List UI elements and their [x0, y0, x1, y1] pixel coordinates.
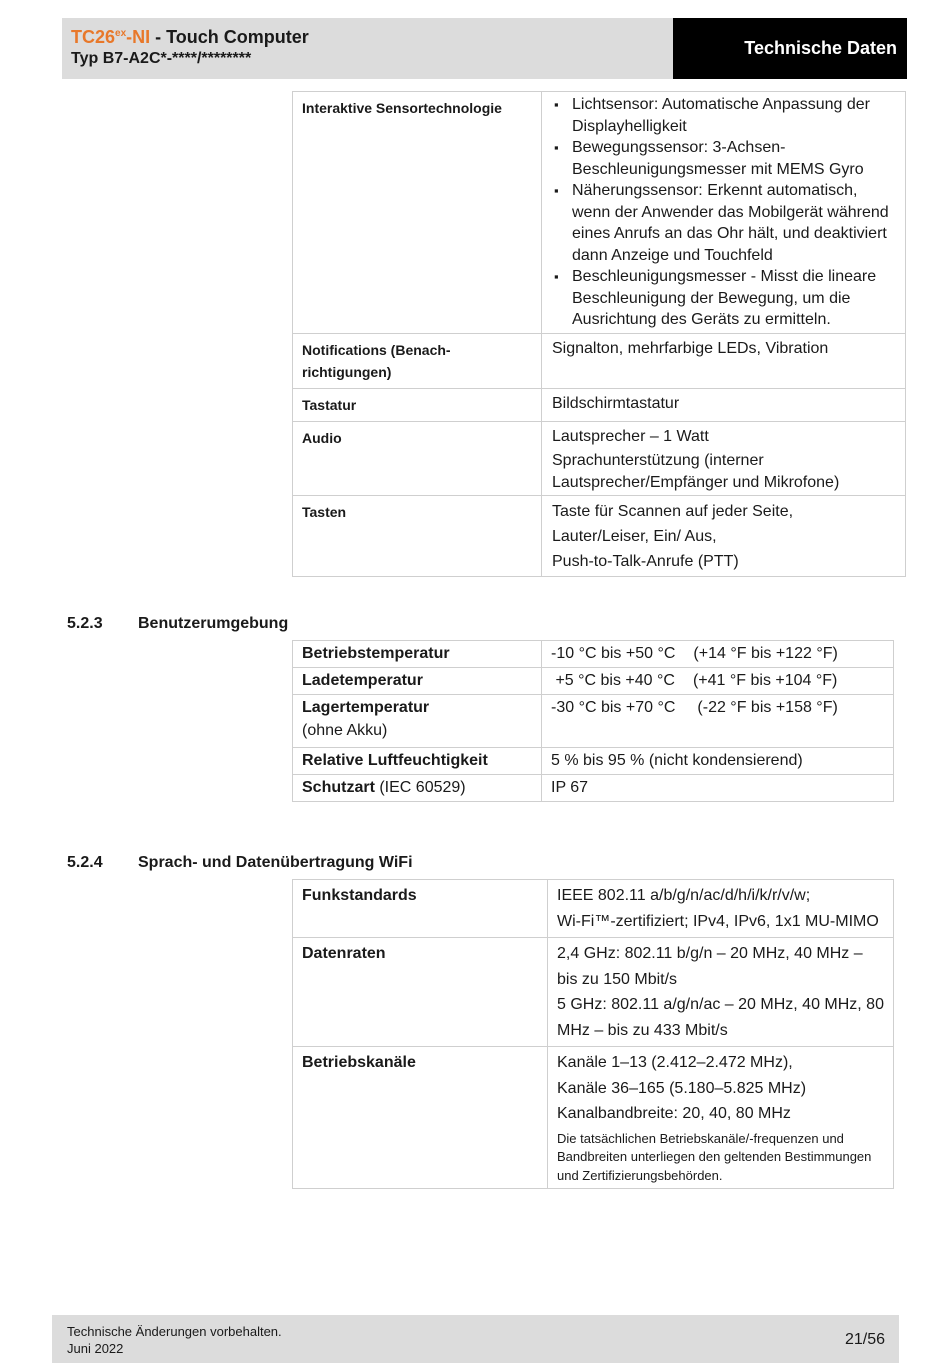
- row-label-note: (ohne Akku): [302, 722, 388, 739]
- value-line: Kanalbandbreite: 20, 40, 80 MHz: [557, 1105, 791, 1122]
- section-number: 5.2.3: [67, 615, 103, 632]
- row-label-text: Ladetemperatur: [302, 672, 423, 689]
- row-label: Notifications (Benach-richtigungen): [293, 333, 542, 388]
- row-label: [293, 641, 542, 668]
- table-row: [293, 333, 906, 388]
- row-value: [542, 388, 906, 421]
- table-row: [293, 668, 894, 695]
- celsius-range: +5 °C bis +40 °C: [551, 672, 675, 689]
- fahrenheit-range: (+14 °F bis +122 °F): [693, 645, 838, 662]
- document-footer: [52, 1315, 899, 1363]
- row-value: [542, 641, 894, 668]
- spec-table-sensors: [292, 91, 906, 577]
- table-row: [293, 388, 906, 421]
- list-item: ▪ Lichtsensor: Automatische Anpassung der Displayhelligkeit: [552, 94, 896, 137]
- row-label: [293, 748, 542, 775]
- section-title: Sprach- und Datenübertragung WiFi: [138, 854, 413, 871]
- row-value: [542, 333, 906, 388]
- table-row: [293, 748, 894, 775]
- document-header: [62, 18, 673, 79]
- row-label-text: Lagertemperatur: [302, 699, 430, 716]
- product-brand-suffix: -NI: [126, 27, 151, 47]
- table-row: [293, 775, 894, 802]
- product-title: [71, 26, 673, 48]
- section-title: Benutzerumgebung: [138, 615, 289, 632]
- value-line: Taste für Scannen auf jeder Seite,: [552, 503, 794, 520]
- value-line: 2,4 GHz: 802.11 b/g/n – 20 MHz, 40 MHz – bis zu 150 Mbit/s: [557, 945, 863, 988]
- row-label: Datenraten: [293, 938, 548, 1047]
- fahrenheit-range: (-22 °F bis +158 °F): [697, 699, 838, 716]
- row-value: [542, 92, 906, 334]
- celsius-range: -10 °C bis +50 °C: [551, 645, 676, 662]
- list-item: ▪ Beschleunigungsmesser - Misst die lineare Beschleunigung der Bewegung, um die Ausrichtung des Geräts zu ermitteln.: [552, 266, 896, 331]
- row-label-text: Betriebstemperatur: [302, 645, 450, 662]
- row-label: Audio: [293, 421, 542, 496]
- value-line: IEEE 802.11 a/b/g/n/ac/d/h/i/k/r/v/w;: [557, 887, 811, 904]
- table-row: [293, 1047, 894, 1189]
- row-label: Funkstandards: [293, 880, 548, 938]
- product-brand: TC26: [71, 27, 116, 47]
- row-label: [293, 668, 542, 695]
- value-line: Sprachunterstützung (interner Lautsprecher/Empfänger und Mikrofone): [552, 452, 840, 491]
- section-number: 5.2.4: [67, 854, 103, 871]
- row-value: [548, 938, 894, 1047]
- table-row: [293, 938, 894, 1047]
- value-line: Lauter/Leiser, Ein/ Aus,: [552, 528, 717, 545]
- row-value: [542, 695, 894, 748]
- row-label-text: Schutzart: [302, 779, 375, 796]
- value-line: Signalton, mehrfarbige LEDs, Vibration: [552, 339, 829, 357]
- row-label-note: (IEC 60529): [374, 779, 466, 796]
- value-line: Lautsprecher – 1 Watt: [552, 427, 709, 445]
- row-label: [293, 695, 542, 748]
- footer-date: Juni 2022: [67, 1341, 124, 1356]
- footer-notes: [67, 1323, 282, 1357]
- row-label: Interaktive Sensortechnologie: [293, 92, 542, 334]
- value-line: Push-to-Talk-Anrufe (PTT): [552, 553, 739, 570]
- row-value: [548, 1047, 894, 1189]
- row-label: Betriebskanäle: [293, 1047, 548, 1189]
- spec-table-wifi: [292, 879, 894, 1189]
- table-row: [293, 421, 906, 496]
- row-label: Tastatur: [293, 388, 542, 421]
- table-row: [293, 641, 894, 668]
- fahrenheit-range: (+41 °F bis +104 °F): [692, 672, 838, 689]
- row-value: [542, 496, 906, 577]
- value-line: Bildschirmtastatur: [552, 394, 680, 412]
- table-row: [293, 496, 906, 577]
- row-value: [548, 880, 894, 938]
- row-label: [293, 775, 542, 802]
- table-row: [293, 92, 906, 334]
- product-type: Typ B7-A2C*-****/********: [71, 50, 252, 67]
- page-number: 21/56: [844, 1331, 885, 1348]
- value-line: Kanäle 1–13 (2.412–2.472 MHz),: [557, 1054, 793, 1071]
- row-label: Tasten: [293, 496, 542, 577]
- list-item: ▪ Näherungssensor: Erkennt automatisch, wenn der Anwender das Mobilgerät während eines Anrufs an das Ohr hält, und deaktiviert dann Anzeige und Touchfeld: [552, 180, 896, 266]
- table-row: [293, 695, 894, 748]
- row-value: [542, 421, 906, 496]
- spec-table-environment: [292, 640, 894, 802]
- table-row: [293, 880, 894, 938]
- sensor-list: [552, 94, 896, 331]
- regulatory-note: Die tatsächlichen Betriebskanäle/-frequenzen und Bandbreiten unterliegen den geltenden Bestimmungen und Zertifizierungsbehörden.: [557, 1130, 872, 1183]
- section-label: Technische Daten: [673, 18, 907, 79]
- product-brand-superscript: ex: [115, 28, 127, 39]
- row-value: IP 67: [542, 775, 894, 802]
- row-value: 5 % bis 95 % (nicht kondensierend): [542, 748, 894, 775]
- value-line: Kanäle 36–165 (5.180–5.825 MHz): [557, 1079, 807, 1097]
- value-line: Wi-Fi™-zertifiziert; IPv4, IPv6, 1x1 MU-MIMO: [557, 912, 879, 930]
- row-value: [542, 668, 894, 695]
- list-item: ▪ Bewegungssensor: 3-Achsen-Beschleunigungsmesser mit MEMS Gyro: [552, 137, 896, 180]
- value-line: 5 GHz: 802.11 a/g/n/ac – 20 MHz, 40 MHz, 80 MHz – bis zu 433 Mbit/s: [557, 996, 884, 1039]
- celsius-range: -30 °C bis +70 °C: [551, 699, 676, 716]
- footer-disclaimer: Technische Änderungen vorbehalten.: [67, 1324, 282, 1339]
- product-title-rest: - Touch Computer: [150, 27, 309, 47]
- row-label-text: Relative Luftfeuchtigkeit: [302, 752, 488, 769]
